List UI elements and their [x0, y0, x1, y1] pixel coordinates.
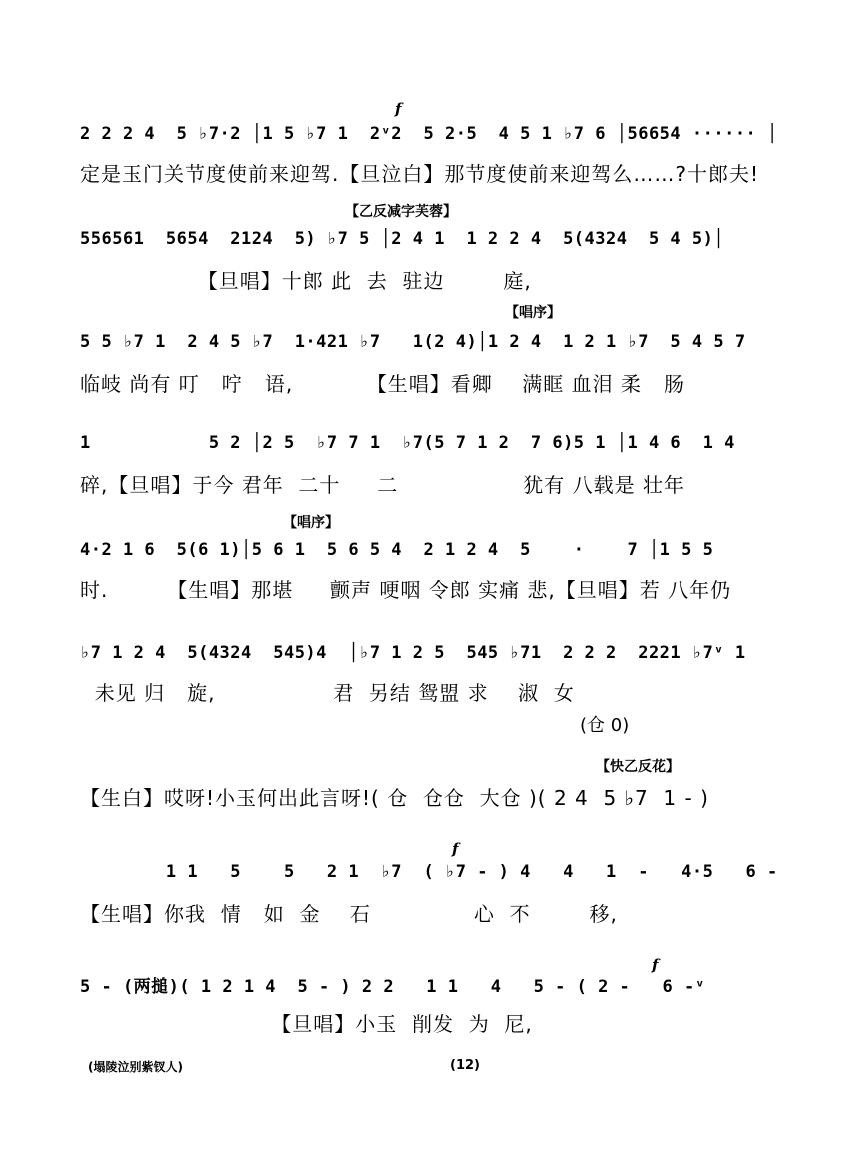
- lyrics-row: 【生白】哎呀!小玉何出此言呀!( 仓 仓仓 大仓 )( 2 4 5 ♭7 1 - ): [80, 786, 709, 810]
- notation-row: 556561 5654 2124 5) ♭7 5 │2 4 1 1 2 2 4 5(4324 5 4 5)│: [80, 229, 725, 249]
- section-label: 【快乙反花】: [596, 759, 680, 775]
- section-label: 【乙反减字芙蓉】: [345, 204, 457, 220]
- percussion-note: (仓 0): [580, 715, 630, 736]
- notation-row: 2 2 2 4 5 ♭7·2 │1 5 ♭7 1 2ᵛ2 5 2·5 4 5 1 ♭7 6 │56654 ······ │: [80, 124, 778, 144]
- lyrics-row: 【旦唱】小玉 削发 为 尼,: [80, 1012, 533, 1036]
- footer-title: (塌陵泣别紫钗人): [88, 1060, 183, 1074]
- notation-row: 4·2 1 6 5(6 1)│5 6 1 5 6 5 4 2 1 2 4 5 · 7 │1 5 5: [80, 540, 714, 560]
- page-number: (12): [450, 1058, 480, 1073]
- forte-mark: f: [395, 100, 402, 118]
- notation-row: 1 1 5 5 2 1 ♭7 ( ♭7 - ) 4 4 1 - 4·5 6 -: [80, 862, 778, 882]
- forte-mark: f: [452, 840, 459, 858]
- lyrics-row: 临岐 尚有 叮 咛 语, 【生唱】看卿 满眶 血泪 柔 肠: [80, 372, 686, 396]
- section-label: 【唱序】: [283, 515, 339, 531]
- lyrics-row: 【生唱】你我 情 如 金 石 心 不 移,: [80, 902, 618, 926]
- notation-row: 5 - (两搥)( 1 2 1 4 5 - ) 2 2 1 1 4 5 - ( 2 - 6 -ᵛ: [80, 977, 706, 997]
- lyrics-row: 【旦唱】十郎 此 去 驻边 庭,: [80, 269, 532, 293]
- notation-row: ♭7 1 2 4 5(4324 545)4 │♭7 1 2 5 545 ♭71 2 2 2 2221 ♭7ᵛ 1: [80, 643, 746, 663]
- section-label: 【唱序】: [505, 305, 561, 321]
- notation-row: 1 5 2 │2 5 ♭7 7 1 ♭7(5 7 1 2 7 6)5 1 │1 4 6 1 4: [80, 433, 735, 453]
- forte-mark: f: [652, 956, 659, 974]
- lyrics-row: 时. 【生唱】那堪 颤声 哽咽 令郎 实痛 悲,【旦唱】若 八年仍: [80, 578, 732, 602]
- lyrics-row: 碎,【旦唱】于今 君年 二十 二 犹有 八载是 壮年: [80, 473, 686, 497]
- lyrics-row: 定是玉门关节度使前来迎驾.【旦泣白】那节度使前来迎驾么……?十郎夫!: [80, 162, 759, 186]
- lyrics-row: 未见 归 旋, 君 另结 鸳盟 求 淑 女: [80, 681, 575, 705]
- notation-row: 5 5 ♭7 1 2 4 5 ♭7 1·421 ♭7 1(2 4)│1 2 4 1 2 1 ♭7 5 4 5 7: [80, 332, 746, 352]
